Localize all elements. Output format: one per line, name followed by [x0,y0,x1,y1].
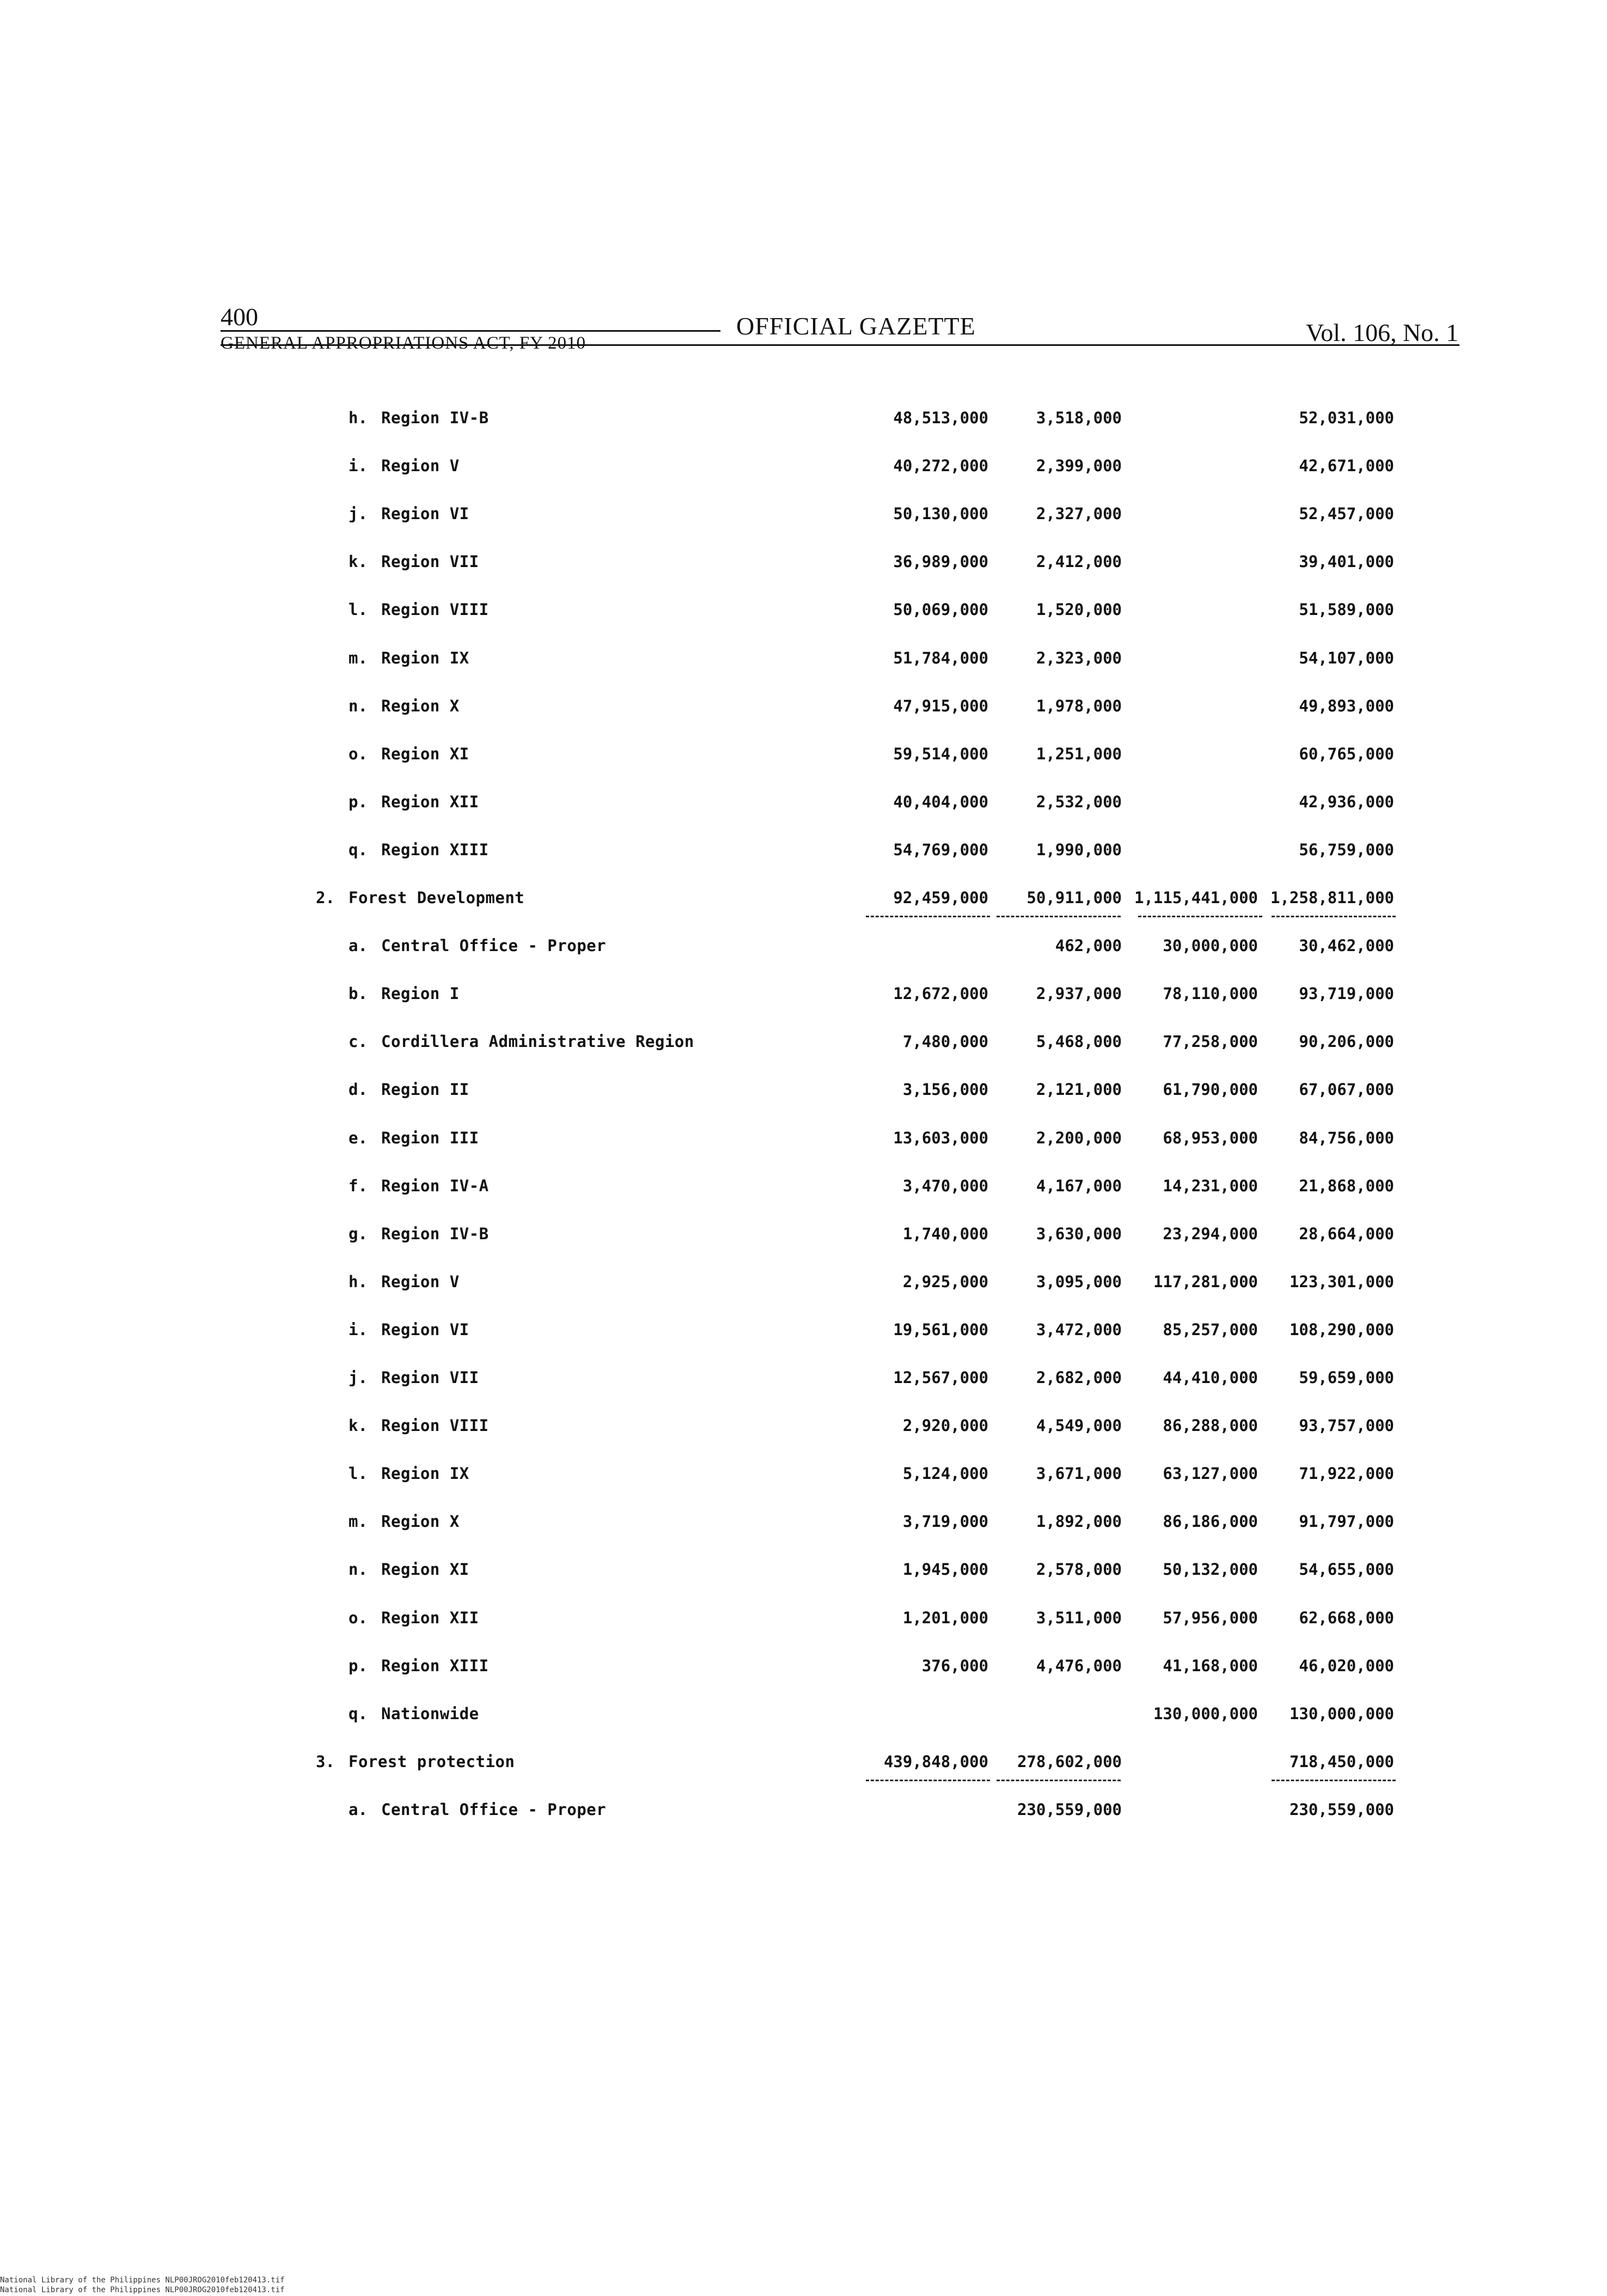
row-value-c4: 90,206,000 [1299,1032,1394,1051]
header-rule-left [221,330,720,332]
row-letter: c. [349,1032,368,1051]
row-value-c1: 1,201,000 [902,1609,988,1627]
row-letter: j. [349,504,368,523]
row-value-c3: 68,953,000 [1163,1129,1258,1147]
row-value-c4: 49,893,000 [1299,697,1394,715]
row-label: Region III [381,1129,479,1147]
row-letter: d. [349,1080,368,1099]
row-value-c4: 62,668,000 [1299,1609,1394,1627]
row-value-c3: 44,410,000 [1163,1368,1258,1387]
table-row [0,1416,1607,1449]
row-letter: p. [349,793,368,811]
row-value-c4: 123,301,000 [1289,1272,1394,1291]
row-value-c1: 7,480,000 [902,1032,988,1051]
row-value-c4: 67,067,000 [1299,1080,1394,1099]
subtotal-rule [997,1780,1121,1781]
row-label: Region IX [381,649,469,667]
row-value-c1: 51,784,000 [893,649,988,667]
row-label: Region XI [381,745,469,763]
row-value-c3: 57,956,000 [1163,1609,1258,1627]
row-value-c2: 1,892,000 [1036,1512,1122,1531]
row-label: Nationwide [381,1704,479,1723]
table-row [0,1272,1607,1305]
row-label: Region II [381,1080,469,1099]
row-value-c1: 13,603,000 [893,1129,988,1147]
row-value-c3: 86,186,000 [1163,1512,1258,1531]
table-row [0,1560,1607,1593]
row-value-c4: 60,765,000 [1299,745,1394,763]
row-value-c2: 462,000 [1055,936,1122,955]
row-label: Region V [381,456,460,475]
row-letter: m. [349,649,368,667]
row-value-c4: 28,664,000 [1299,1225,1394,1243]
row-value-c4: 71,922,000 [1299,1464,1394,1483]
row-value-c4: 93,719,000 [1299,984,1394,1003]
row-label: Region XI [381,1560,469,1579]
table-row [0,504,1607,537]
volume-label: Vol. 106, No. 1 [1306,319,1459,346]
row-value-c3: 1,115,441,000 [1134,888,1258,907]
row-value-c3: 78,110,000 [1163,984,1258,1003]
row-value-c2: 4,476,000 [1036,1656,1122,1675]
table-row [0,456,1607,489]
row-label: Cordillera Administrative Region [381,1032,694,1051]
row-value-c4: 39,401,000 [1299,552,1394,571]
row-letter: g. [349,1225,368,1243]
row-value-c2: 3,630,000 [1036,1225,1122,1243]
row-value-c3: 117,281,000 [1153,1272,1258,1291]
row-value-c1: 1,945,000 [902,1560,988,1579]
row-label: Region IV-A [381,1177,489,1195]
row-value-c4: 93,757,000 [1299,1416,1394,1435]
subtotal-rule [1138,916,1262,917]
table-row [0,1177,1607,1209]
row-value-c2: 1,520,000 [1036,600,1122,619]
table-row [0,1320,1607,1353]
table-row [0,1464,1607,1497]
table-row [0,841,1607,873]
row-label: Region XII [381,1609,479,1627]
row-label: Forest protection [349,1752,515,1771]
row-value-c2: 3,518,000 [1036,409,1122,427]
row-letter: a. [349,936,368,955]
table-row [0,1512,1607,1545]
row-value-c1: 3,156,000 [902,1080,988,1099]
row-value-c4: 718,450,000 [1289,1752,1394,1771]
row-label: Region XIII [381,1656,489,1675]
row-value-c1: 12,672,000 [893,984,988,1003]
table-row [0,793,1607,825]
row-value-c4: 108,290,000 [1289,1320,1394,1339]
row-label: Region IV-B [381,409,489,427]
row-value-c4: 30,462,000 [1299,936,1394,955]
row-letter: 3. [316,1752,335,1771]
row-value-c1: 36,989,000 [893,552,988,571]
row-letter: e. [349,1129,368,1147]
row-value-c2: 2,682,000 [1036,1368,1122,1387]
row-letter: k. [349,552,368,571]
row-label: Region XII [381,793,479,811]
row-value-c2: 3,511,000 [1036,1609,1122,1627]
row-value-c4: 54,107,000 [1299,649,1394,667]
footer-line-1: National Library of the Philippines NLP00JROG2010feb120413.tif [0,2276,285,2285]
row-label: Region I [381,984,460,1003]
row-value-c1: 40,404,000 [893,793,988,811]
row-value-c1: 50,069,000 [893,600,988,619]
table-row [0,552,1607,585]
subtotal-rule [866,916,990,917]
row-value-c1: 59,514,000 [893,745,988,763]
row-label: Region IV-B [381,1225,489,1243]
row-value-c1: 5,124,000 [902,1464,988,1483]
row-value-c2: 278,602,000 [1017,1752,1122,1771]
row-value-c1: 92,459,000 [893,888,988,907]
row-value-c3: 63,127,000 [1163,1464,1258,1483]
row-value-c3: 23,294,000 [1163,1225,1258,1243]
row-value-c1: 2,925,000 [902,1272,988,1291]
row-value-c2: 4,549,000 [1036,1416,1122,1435]
row-value-c4: 230,559,000 [1289,1800,1394,1819]
row-value-c2: 1,990,000 [1036,841,1122,859]
row-value-c2: 1,978,000 [1036,697,1122,715]
publication-title: OFFICIAL GAZETTE [736,312,976,340]
row-value-c3: 61,790,000 [1163,1080,1258,1099]
row-label: Region VI [381,504,469,523]
row-letter: o. [349,745,368,763]
row-letter: h. [349,409,368,427]
table-row [0,600,1607,633]
row-letter: i. [349,1320,368,1339]
row-value-c4: 21,868,000 [1299,1177,1394,1195]
row-letter: a. [349,1800,368,1819]
table-row [0,409,1607,441]
subtotal-rule [1272,916,1396,917]
table-row [0,745,1607,777]
row-value-c1: 3,470,000 [902,1177,988,1195]
row-value-c1: 3,719,000 [902,1512,988,1531]
row-value-c1: 12,567,000 [893,1368,988,1387]
row-value-c1: 439,848,000 [883,1752,988,1771]
row-value-c3: 85,257,000 [1163,1320,1258,1339]
row-label: Region X [381,1512,460,1531]
row-value-c2: 2,399,000 [1036,456,1122,475]
table-row [0,1129,1607,1161]
row-value-c2: 2,532,000 [1036,793,1122,811]
row-letter: n. [349,697,368,715]
row-value-c2: 4,167,000 [1036,1177,1122,1195]
row-label: Region X [381,697,460,715]
header-subtitle: GENERAL APPROPRIATIONS ACT, FY 2010 [221,333,586,353]
row-label: Central Office - Proper [381,1800,607,1819]
table-row [0,1080,1607,1113]
row-value-c4: 52,031,000 [1299,409,1394,427]
row-value-c3: 50,132,000 [1163,1560,1258,1579]
row-letter: m. [349,1512,368,1531]
subtotal-rule [866,1780,990,1781]
row-value-c2: 5,468,000 [1036,1032,1122,1051]
row-label: Region VIII [381,1416,489,1435]
row-value-c1: 1,740,000 [902,1225,988,1243]
row-value-c3: 86,288,000 [1163,1416,1258,1435]
table-row [0,1609,1607,1641]
table-row [0,1032,1607,1065]
row-label: Region IX [381,1464,469,1483]
row-value-c2: 2,937,000 [1036,984,1122,1003]
row-value-c1: 2,920,000 [902,1416,988,1435]
row-value-c3: 77,258,000 [1163,1032,1258,1051]
row-value-c3: 41,168,000 [1163,1656,1258,1675]
row-value-c1: 47,915,000 [893,697,988,715]
row-value-c1: 48,513,000 [893,409,988,427]
row-letter: k. [349,1416,368,1435]
row-value-c3: 14,231,000 [1163,1177,1258,1195]
row-letter: f. [349,1177,368,1195]
table-row [0,1368,1607,1401]
table-row [0,649,1607,681]
row-value-c2: 50,911,000 [1026,888,1122,907]
header-rule [221,344,1459,346]
subtotal-rule [997,916,1121,917]
row-letter: i. [349,456,368,475]
row-value-c4: 42,671,000 [1299,456,1394,475]
row-value-c1: 54,769,000 [893,841,988,859]
table-row [0,1800,1607,1833]
row-value-c1: 40,272,000 [893,456,988,475]
row-letter: b. [349,984,368,1003]
row-value-c4: 54,655,000 [1299,1560,1394,1579]
row-value-c2: 1,251,000 [1036,745,1122,763]
row-value-c1: 19,561,000 [893,1320,988,1339]
row-value-c2: 3,671,000 [1036,1464,1122,1483]
row-label: Region XIII [381,841,489,859]
row-letter: j. [349,1368,368,1387]
row-value-c2: 2,121,000 [1036,1080,1122,1099]
row-letter: l. [349,1464,368,1483]
row-value-c1: 50,130,000 [893,504,988,523]
row-value-c3: 30,000,000 [1163,936,1258,955]
row-value-c1: 376,000 [921,1656,988,1675]
row-value-c4: 42,936,000 [1299,793,1394,811]
row-letter: o. [349,1609,368,1627]
row-value-c4: 130,000,000 [1289,1704,1394,1723]
row-value-c2: 2,200,000 [1036,1129,1122,1147]
row-value-c3: 130,000,000 [1153,1704,1258,1723]
row-value-c4: 59,659,000 [1299,1368,1394,1387]
table-row [0,936,1607,969]
row-value-c2: 2,412,000 [1036,552,1122,571]
row-letter: q. [349,841,368,859]
row-label: Region VII [381,552,479,571]
table-row [0,1704,1607,1737]
row-value-c2: 3,472,000 [1036,1320,1122,1339]
row-value-c4: 56,759,000 [1299,841,1394,859]
row-value-c4: 1,258,811,000 [1270,888,1394,907]
row-value-c4: 51,589,000 [1299,600,1394,619]
row-letter: p. [349,1656,368,1675]
row-letter: 2. [316,888,335,907]
table-row [0,984,1607,1017]
row-label: Region VIII [381,600,489,619]
row-value-c2: 230,559,000 [1017,1800,1122,1819]
row-letter: n. [349,1560,368,1579]
row-label: Central Office - Proper [381,936,607,955]
row-value-c4: 91,797,000 [1299,1512,1394,1531]
row-value-c4: 84,756,000 [1299,1129,1394,1147]
row-letter: q. [349,1704,368,1723]
row-label: Region VI [381,1320,469,1339]
row-value-c2: 2,578,000 [1036,1560,1122,1579]
footer-line-2: National Library of the Philippines NLP00JROG2010feb120413.tif [0,2286,285,2294]
row-value-c2: 3,095,000 [1036,1272,1122,1291]
table-row [0,1225,1607,1257]
row-value-c2: 2,323,000 [1036,649,1122,667]
row-label: Region VII [381,1368,479,1387]
row-letter: l. [349,600,368,619]
row-label: Forest Development [349,888,525,907]
row-label: Region V [381,1272,460,1291]
table-row [0,697,1607,729]
subtotal-rule [1272,1780,1396,1781]
row-value-c4: 46,020,000 [1299,1656,1394,1675]
row-value-c2: 2,327,000 [1036,504,1122,523]
row-value-c4: 52,457,000 [1299,504,1394,523]
page-number: 400 [221,303,258,331]
table-row [0,1656,1607,1689]
row-letter: h. [349,1272,368,1291]
